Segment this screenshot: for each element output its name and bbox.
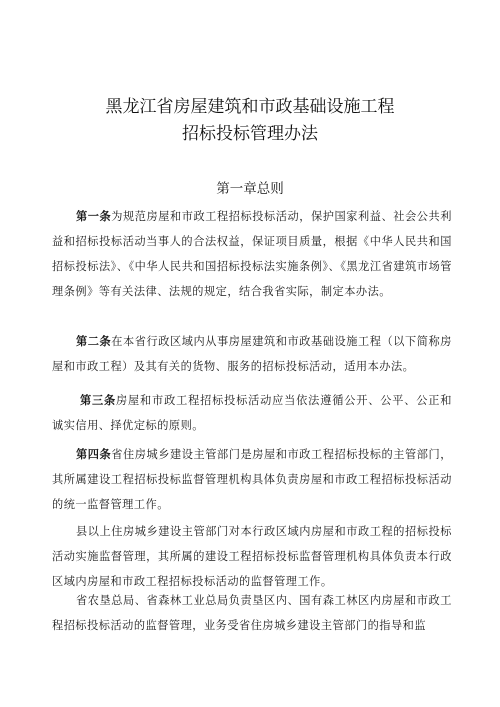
document-title-line-1: 黑龙江省房屋建筑和市政基础设施工程	[105, 97, 395, 117]
article-1-text: 为规范房屋和市政工程招标投标活动，保护国家利益、社会公共利益和招标投标活动当事人的合法权益，保证项目质量，根据《中华人民共和国招标投标法》、《中华人民共和国招标投标法实施条例》、《黑龙江省建筑市场管理条例》等有关法律、法规的规定，结合我省实际，制定本办法。	[52, 210, 452, 298]
article-4	[52, 442, 452, 517]
paragraph-county-supervision: 县以上住房城乡建设主管部门对本行政区域内房屋和市政工程的招标投标活动实施监督管理，其所属的建设工程招标投标监督管理机构具体负责本行政区域内房屋和市政工程招标投标活动的监督管理工作。	[52, 525, 452, 588]
article-1	[52, 204, 452, 304]
article-3-text: 房屋和市政工程招标投标活动应当依法遵循公开、公平、公正和诚实信用、择优定标的原则。	[52, 394, 452, 432]
article-2-text: 在本省行政区域内从事房屋建筑和市政基础设施工程（以下简称房屋和市政工程）及其有关的货物、服务的招标投标活动，适用本办法。	[52, 335, 452, 373]
article-2	[52, 329, 452, 379]
paragraph-farm-forestry: 省农垦总局、省森林工业总局负责垦区内、国有森工林区内房屋和市政工程招标投标活动的监督管理，业务受省住房城乡建设主管部门的指导和监	[52, 594, 452, 632]
article-1-number: 第一条	[76, 210, 112, 223]
article-4-text: 省住房城乡建设主管部门是房屋和市政工程招标投标的主管部门，其所属建设工程招标投标监督管理机构具体负责房屋和市政工程招标投标活动的统一监督管理工作。	[52, 448, 452, 511]
article-2-number: 第二条	[76, 335, 112, 348]
document-title-line-2: 招标投标管理办法	[182, 124, 318, 144]
article-4-number: 第四条	[76, 448, 112, 461]
chapter-heading: 第一章总则	[216, 181, 284, 197]
article-3	[52, 388, 452, 438]
article-3-number: 第三条	[80, 394, 117, 407]
